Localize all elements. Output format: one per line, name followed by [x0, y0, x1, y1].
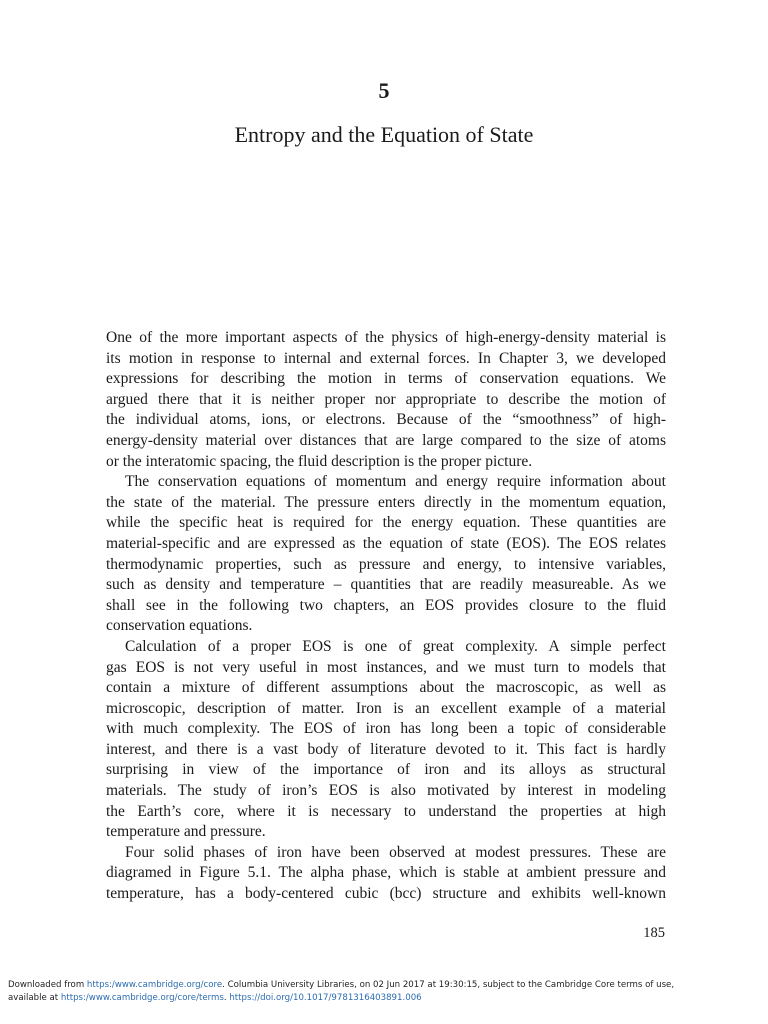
text-line: or the interatomic spacing, the fluid description is the proper picture.	[106, 452, 533, 470]
doi-link[interactable]: https://doi.org/10.1017/9781316403891.006	[229, 993, 422, 1003]
text-line: surprising in view of the importance of iron and its alloys as structural	[106, 761, 666, 779]
text-line: Four solid phases of iron have been observed at modest pressures. These are	[125, 843, 666, 861]
text-line: the state of the material. The pressure enters directly in the momentum equation,	[106, 493, 666, 511]
text-line: expressions for describing the motion in terms of conservation equations. We	[106, 370, 666, 388]
page-number: 185	[643, 925, 665, 941]
body-text	[106, 328, 666, 905]
footer-middle: . Columbia University Libraries, on 02 Jun 2017 at 19:30:15, subject to the Cambridge Core terms of use,	[222, 980, 675, 990]
download-footer	[8, 979, 760, 1005]
text-line: gas EOS is not very useful in most instances, and we must turn to models that	[106, 658, 666, 676]
text-line: the individual atoms, ions, or electrons. Because of the “smoothness” of high-	[106, 411, 666, 429]
text-line: The conservation equations of momentum and energy require information about	[125, 473, 666, 491]
text-line: the Earth’s core, where it is necessary to understand the properties at high	[106, 802, 666, 820]
text-line: contain a mixture of different assumptions about the macroscopic, as well as	[106, 679, 666, 697]
text-line: thermodynamic properties, such as pressure and energy, to intensive variables,	[106, 555, 666, 573]
text-line: interest, and there is a vast body of literature devoted to it. This fact is hardly	[106, 740, 666, 758]
text-line: its motion in response to internal and external forces. In Chapter 3, we developed	[106, 349, 666, 367]
text-line: shall see in the following two chapters, an EOS provides closure to the fluid	[106, 596, 666, 614]
paragraph-1	[106, 328, 666, 472]
paragraph-2	[106, 472, 666, 637]
text-line: temperature and pressure.	[106, 823, 266, 841]
terms-link[interactable]: https:/www.cambridge.org/core/terms	[60, 993, 224, 1003]
footer-line2-mid: .	[223, 993, 230, 1003]
text-line: conservation equations.	[106, 617, 253, 635]
footer-prefix: Downloaded from	[8, 980, 87, 990]
text-line: material-specific and are expressed as the equation of state (EOS). The EOS relates	[106, 534, 666, 552]
footer-line-1	[8, 979, 760, 992]
cambridge-core-link[interactable]: https:/www.cambridge.org/core	[86, 980, 223, 990]
text-line: materials. The study of iron’s EOS is also motivated by interest in modeling	[106, 782, 666, 800]
text-line: energy-density material over distances that are large compared to the size of atoms	[106, 431, 666, 449]
text-line: such as density and temperature – quantities that are readily measureable. As we	[106, 576, 666, 594]
text-line: with much complexity. The EOS of iron has long been a topic of considerable	[106, 720, 666, 738]
text-line: One of the more important aspects of the physics of high-energy-density material is	[106, 329, 666, 346]
text-line: while the specific heat is required for the energy equation. These quantities are	[106, 514, 666, 532]
chapter-number: 5	[378, 78, 390, 103]
footer-line2-prefix: available at	[8, 993, 61, 1003]
paragraph-3	[106, 637, 666, 843]
text-line: Calculation of a proper EOS is one of great complexity. A simple perfect	[125, 637, 666, 655]
chapter-title: Entropy and the Equation of State	[234, 122, 534, 147]
text-line: microscopic, description of matter. Iron is an excellent example of a material	[106, 699, 666, 717]
text-line: argued there that it is neither proper nor appropriate to describe the motion of	[106, 390, 666, 408]
text-line: temperature, has a body-centered cubic (bcc) structure and exhibits well-known	[106, 885, 666, 903]
paragraph-4	[106, 843, 666, 905]
text-line: diagramed in Figure 5.1. The alpha phase, which is stable at ambient pressure and	[106, 864, 666, 882]
footer-line-2	[8, 992, 760, 1005]
